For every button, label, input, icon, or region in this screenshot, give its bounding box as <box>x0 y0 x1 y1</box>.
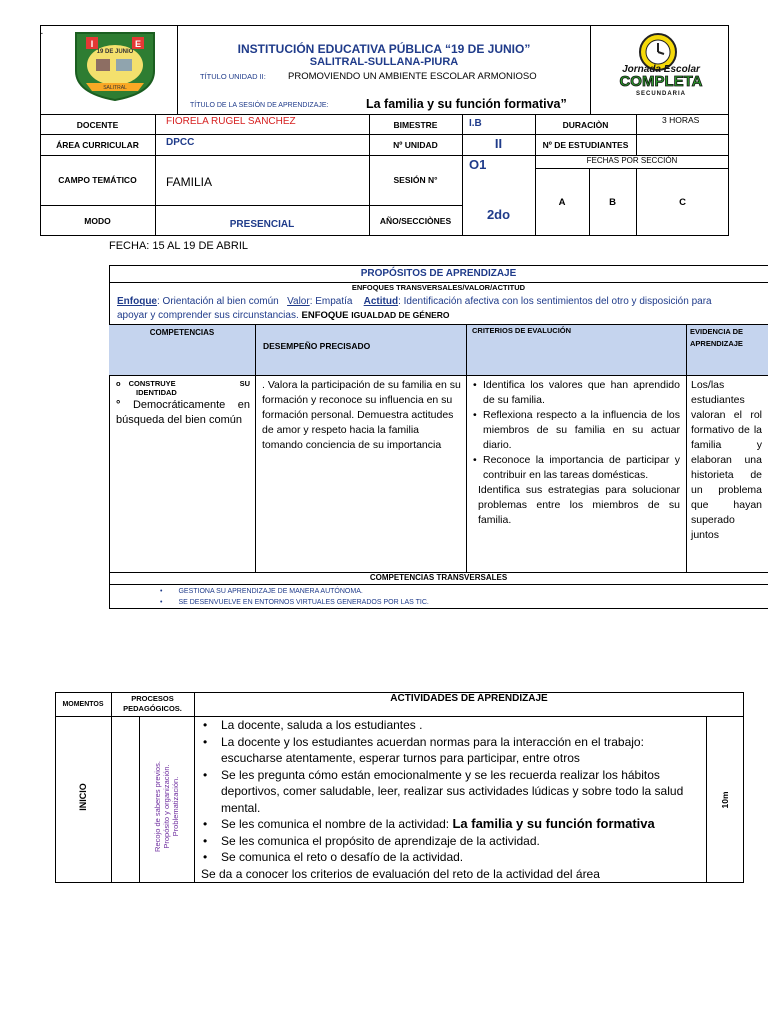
momentos-label: MOMENTOS <box>62 700 104 708</box>
transversales-title: COMPETENCIAS TRANSVERSALES <box>369 573 508 582</box>
actitud-value: : Identificación afectiva con los sentimientos del otro y disposición para <box>398 296 712 307</box>
seccion-a: A <box>558 196 566 208</box>
col-line <box>706 716 707 883</box>
actitud-label: Actitud <box>363 296 399 307</box>
competencia-item-c: IDENTIDAD <box>136 388 177 397</box>
desempeno-cell: . Valora la participación de su familia en su formación y reconoce su influencia en su formación personal. Demuestra actitudes de amor y respeto hacia la familia tomando conciencia de su importancia <box>262 379 461 451</box>
anio-value: 2do <box>486 207 511 222</box>
enfoque-label: Enfoque <box>117 296 157 307</box>
criterio-extra: Identifica sus estrategias para solucionar problemas entre los miembros de su familia. <box>478 484 680 526</box>
enfoque2-label: ENFOQUE <box>301 310 349 321</box>
col-line <box>111 692 112 883</box>
school-logo <box>72 31 158 101</box>
actividad-item: • Se les pregunta cómo están emocionalmente y se les recuerda realizar los hábitos deportivos, comer saludable, leer, realizar sus actividades lúdicas y sobre todo la salud mental. <box>203 767 701 817</box>
competencia-item-b: SU <box>239 379 250 388</box>
docente-value: FIORELA RUGEL SANCHEZ <box>166 116 296 127</box>
valor-value: : Empatía <box>309 296 353 307</box>
fechas-label: FECHAS POR SECCIÓN <box>586 156 678 165</box>
jornada-line2: COMPLETA <box>619 73 703 90</box>
area-value: DPCC <box>166 137 195 148</box>
area-label: ÁREA CURRICULAR <box>56 139 139 150</box>
enfoques-title: ENFOQUES TRANSVERSALES/VALOR/ACTITUD <box>351 283 526 292</box>
actividad-item <box>203 816 701 833</box>
duracion-value: 3 HORAS <box>662 115 700 125</box>
jornada-line1: Jornada Escolar <box>622 64 700 75</box>
transversal-item: SE DESENVUELVE EN ENTORNOS VIRTUALES GENERADOS POR LAS TIC. <box>178 599 429 606</box>
session-label: TÍTULO DE LA SESIÓN DE APRENDIZAJE: <box>190 102 329 109</box>
col-line <box>466 324 467 572</box>
procesos-vertical <box>139 716 194 883</box>
enfoque-line-2 <box>117 310 450 321</box>
sesion-label: SESIÓN N° <box>393 175 438 185</box>
competencia-cell: o CONSTRUYE SU IDENTIDAD ° Democráticamente en búsqueda del bien común <box>116 379 251 426</box>
criterios-cell <box>473 378 680 528</box>
logo-ribbon-text: SALITRAL <box>103 85 127 91</box>
actividades-list <box>201 717 701 882</box>
unit-title: PROMOVIENDO UN AMBIENTE ESCOLAR ARMONIOSO <box>288 71 537 82</box>
campo-value: FAMILIA <box>166 175 213 189</box>
evidencia-header: EVIDENCIA DE APRENDIZAJE <box>690 327 744 348</box>
jornada-logo <box>600 30 722 100</box>
proceso-item: Propósito y organización. <box>162 764 171 849</box>
competencia-item-a: CONSTRUYE <box>128 379 176 388</box>
col-line <box>194 692 195 883</box>
comunica-title: La familia y su función formativa <box>452 816 655 831</box>
col-line <box>255 324 256 572</box>
comunica-prefix: Se les comunica el nombre de la actividad: <box>221 817 450 831</box>
valor-label: Valor <box>287 296 310 307</box>
actividad-item: • Se comunica el reto o desafío de la actividad. <box>203 849 701 866</box>
actividades-label: ACTIVIDADES DE APRENDIZAJE <box>390 693 548 704</box>
criterio-item: • Reflexiona respecto a la influencia de los miembros de su familia en su actuar diario. <box>473 408 680 453</box>
session-title: La familia y su función formativa” <box>366 97 567 111</box>
modo-value: PRESENCIAL <box>229 219 295 230</box>
competencia-item2: Democráticamente en búsqueda del bien común <box>116 399 251 426</box>
actividad-item: • Se les comunica el propósito de aprendizaje de la actividad. <box>203 833 701 850</box>
proceso-item: Recojo de saberes previos. <box>153 761 162 852</box>
row-line <box>109 584 768 585</box>
criterio-item: • Reconoce la importancia de participar y contribuir en las tareas domésticas. <box>473 453 680 483</box>
estudiantes-label: Nº DE ESTUDIANTES <box>542 139 629 150</box>
unit-label: TÍTULO UNIDAD II: <box>200 72 266 81</box>
enfoque-line-1 <box>117 296 768 307</box>
procesos-label: PROCESOS PEDAGÓGICOS. <box>123 694 182 713</box>
sesion-value: O1 <box>469 157 487 172</box>
criterios-header: CRITERIOS DE EVALUCIÓN <box>472 326 572 335</box>
actividad-item: • La docente, saluda a los estudiantes . <box>203 717 701 734</box>
evidencia-cell: Los/las estudiantes valoran el rol formativo de la familia y elaboran una historieta de un problema que hayan superado juntos <box>691 379 762 541</box>
transversales-list: • GESTIONA SU APRENDIZAJE DE MANERA AUTÓNOMA. • SE DESENVUELVE EN ENTORNOS VIRTUALES GENERADOS POR LAS TIC. <box>160 588 429 606</box>
fecha-line: FECHA: 15 AL 19 DE ABRIL <box>109 240 248 252</box>
desempeno-header: DESEMPEÑO PRECISADO <box>263 341 371 351</box>
logo-letter-left: I <box>90 39 94 49</box>
logo-arc-text: 19 DE JUNIO <box>96 49 134 55</box>
col-line <box>686 324 687 572</box>
seccion-c: C <box>679 196 686 208</box>
institution-title: INSTITUCIÓN EDUCATIVA PÚBLICA “19 DE JUNIO” <box>237 42 531 56</box>
actividad-item: • La docente y los estudiantes acuerdan normas para la interacción en el trabajo: escucharse atentamente, esperar turnos para participar, entre otros <box>203 734 701 767</box>
duracion-label: DURACIÒN <box>562 119 609 130</box>
campo-label: CAMPO TEMÁTICO <box>58 175 137 185</box>
unidad-label: Nº UNIDAD <box>393 139 438 150</box>
corner-mark: - <box>40 28 43 38</box>
bimestre-value: I.B <box>469 118 482 129</box>
modo-label: MODO <box>84 215 111 226</box>
unidad-value: II <box>494 136 503 151</box>
propositos-title: PROPÓSITOS DE APRENDIZAJE <box>360 268 517 279</box>
location-title: SALITRAL-SULLANA-PIURA <box>309 56 459 68</box>
criterio-item: • Identifica los valores que han aprendido de su familia. <box>473 378 680 408</box>
transversal-item: GESTIONA SU APRENDIZAJE DE MANERA AUTÓNOMA. <box>178 588 363 595</box>
anio-label: AÑO/SECCIÒNES <box>379 215 452 226</box>
enfoque-line2-text: apoyar y comprender sus circunstancias. <box>117 310 299 321</box>
competencias-header: COMPETENCIAS <box>149 328 215 337</box>
docente-label: DOCENTE <box>76 119 119 130</box>
col-line <box>636 115 637 155</box>
proceso-item: Problematización. <box>171 776 180 837</box>
col-line <box>155 115 156 236</box>
logo-letter-right: E <box>134 39 142 49</box>
tiempo-label: 10m <box>720 791 730 809</box>
seccion-b: B <box>609 196 616 208</box>
actividad-final: Se da a conocer los criterios de evaluación del reto de la actividad del área <box>201 866 600 881</box>
enfoque-value: : Orientación al bien común <box>157 296 279 307</box>
enfoque2-value: IGUALDAD DE GÉNERO <box>351 310 450 320</box>
bimestre-label: BIMESTRE <box>393 119 438 130</box>
jornada-line3: SECUNDARIA <box>635 91 687 97</box>
inicio-label: INICIO <box>78 783 88 811</box>
